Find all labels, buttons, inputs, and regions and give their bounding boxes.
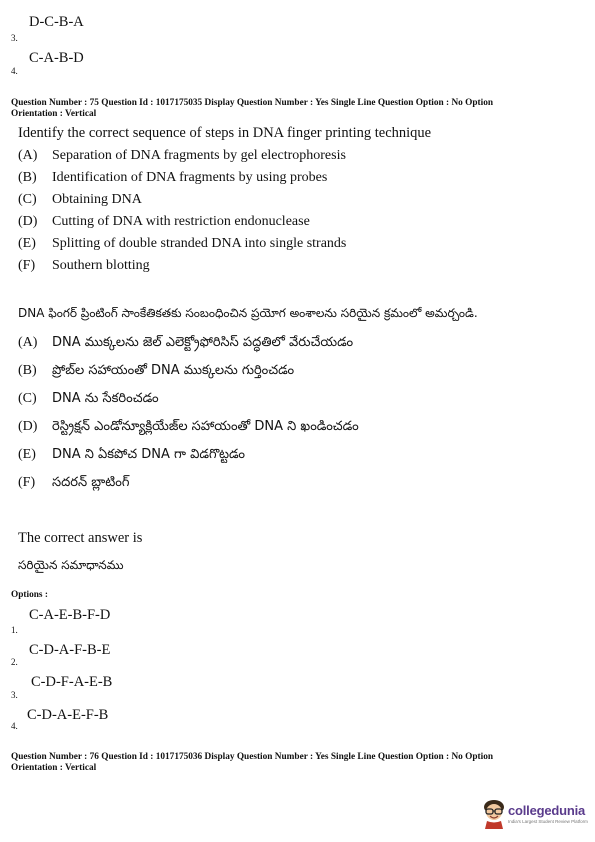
step-te-text: సదరన్ బ్లాటింగ్: [52, 475, 130, 490]
step-te-e: [18, 446, 245, 463]
collegedunia-logo[interactable]: [480, 795, 590, 835]
step-te-a: [18, 334, 353, 351]
step-te-d: [18, 418, 359, 435]
step-te-text: DNA ని ఏకపోచ DNA గా విడగొట్టడం: [52, 447, 246, 462]
answer-prompt-te: సరియైన సమాధానము: [18, 558, 124, 572]
step-te-text: రెస్ట్రిక్షన్ ఎండోన్యూక్లియేజ్‌ల సహాయంతో DNA ని ఖండించడం: [52, 419, 359, 434]
option-4-text[interactable]: C-D-A-E-F-B: [27, 707, 109, 723]
step-te-text: DNA ముక్కలను జెల్ ఎలెక్ట్రోఫోరిసిస్ పద్ధతిలో వేరుచేయడం: [52, 335, 354, 350]
prev-option-4-text: C-A-B-D: [29, 50, 84, 66]
question-76-meta-line2: Orientation : Vertical: [11, 762, 97, 773]
step-te-f: [18, 474, 129, 491]
question-75-text-te: DNA ఫింగర్ ప్రింటింగ్ సాంకేతికతకు సంబంధించిన ప్రయోగ అంశాలను సరియైన క్రమంలో అమర్చండి.: [18, 306, 478, 320]
option-3-number: 3.: [11, 690, 18, 700]
option-4-number: 4.: [11, 721, 18, 731]
answer-prompt-en: The correct answer is: [18, 530, 143, 546]
step-te-label: (B): [18, 363, 37, 378]
step-en-label: (F): [18, 258, 36, 273]
step-te-label: (A): [18, 335, 38, 350]
option-1-number: 1.: [11, 625, 18, 635]
student-mascot-icon: [480, 795, 508, 829]
step-te-text: DNA ను సేకరించడం: [52, 391, 159, 406]
question-75-meta: [11, 98, 586, 119]
prev-option-3-text: D-C-B-A: [29, 14, 84, 30]
step-en-label: (A): [18, 148, 38, 163]
question-76-meta-line1: Question Number : 76 Question Id : 1017175036 Display Question Number : Yes Single Line Question Option : No Option: [11, 752, 494, 762]
option-2-number: 2.: [11, 657, 18, 667]
step-en-text: Identification of DNA fragments by using probes: [52, 170, 328, 185]
step-te-text: ప్రోబ్‌ల సహాయంతో DNA ముక్కలను గుర్తించడం: [52, 363, 295, 378]
option-3-text[interactable]: C-D-F-A-E-B: [31, 674, 113, 690]
options-heading: Options :: [11, 590, 48, 600]
step-en-text: Splitting of double stranded DNA into single strands: [52, 236, 347, 251]
logo-name: collegedunia: [508, 803, 586, 818]
step-te-label: (C): [18, 391, 37, 406]
option-2-text[interactable]: C-D-A-F-B-E: [29, 642, 111, 658]
step-en-text: Cutting of DNA with restriction endonuclease: [52, 214, 310, 229]
question-75-meta-line2: Orientation : Vertical: [11, 108, 97, 119]
step-en-text: Obtaining DNA: [52, 192, 142, 207]
step-en-label: (E): [18, 236, 36, 251]
option-1-text[interactable]: C-A-E-B-F-D: [29, 607, 111, 623]
step-en-b: [18, 169, 327, 186]
step-en-d: [18, 213, 310, 230]
step-te-c: [18, 390, 159, 407]
step-en-text: Separation of DNA fragments by gel electrophoresis: [52, 148, 346, 163]
step-en-a: [18, 147, 346, 164]
question-75-meta-line1: Question Number : 75 Question Id : 1017175035 Display Question Number : Yes Single Line Question Option : No Option: [11, 98, 494, 108]
question-76-meta: [11, 752, 586, 773]
step-en-f: [18, 257, 150, 274]
step-te-label: (D): [18, 419, 38, 434]
step-te-b: [18, 362, 294, 379]
prev-option-4-number: 4.: [11, 66, 18, 76]
question-75-text-en: Identify the correct sequence of steps in DNA finger printing technique: [18, 125, 432, 141]
step-en-e: [18, 235, 346, 252]
step-en-label: (D): [18, 214, 38, 229]
step-en-label: (C): [18, 192, 37, 207]
logo-tagline: India's Largest Student Review Platform: [508, 819, 588, 824]
step-en-label: (B): [18, 170, 37, 185]
step-te-label: (F): [18, 475, 36, 490]
step-te-label: (E): [18, 447, 36, 462]
prev-option-3-number: 3.: [11, 33, 18, 43]
step-en-c: [18, 191, 142, 208]
step-en-text: Southern blotting: [52, 258, 150, 273]
